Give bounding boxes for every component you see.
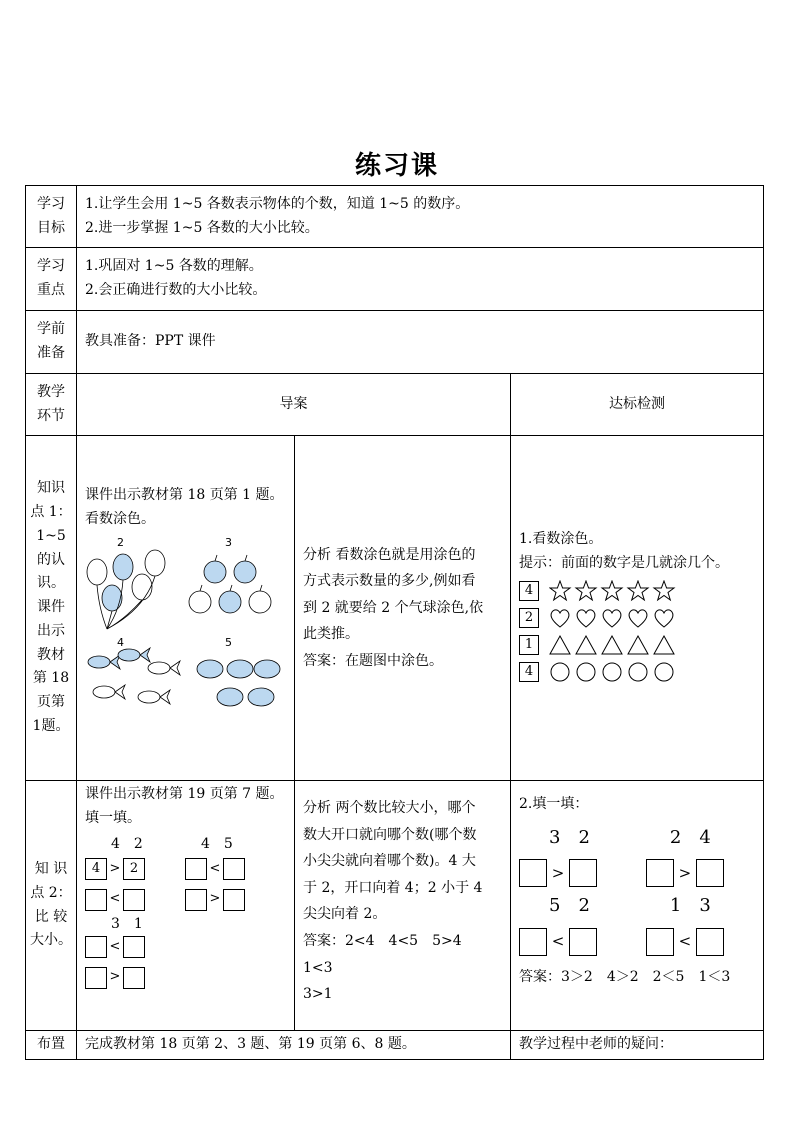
objective-item: 1.让学生会用 1~5 各数表示物体的个数，知道 1~5 的数序。 xyxy=(85,195,470,212)
kp1-guide xyxy=(77,436,295,781)
picture-number: 5 xyxy=(225,635,232,649)
compare-row xyxy=(646,859,755,887)
key-point-item: 2.会正确进行数的大小比较。 xyxy=(85,282,267,298)
teacher-questions: 教学过程中老师的疑问： xyxy=(511,1031,764,1060)
compare-row xyxy=(646,928,755,956)
compare-row xyxy=(85,858,185,880)
objectives-label: 学习 目标 xyxy=(26,186,77,248)
check-header: 达标检测 xyxy=(511,374,764,436)
shape-row xyxy=(519,661,755,683)
assignment-label: 布置 xyxy=(26,1031,77,1060)
compare-symbol: > xyxy=(678,863,692,882)
answer-box[interactable] xyxy=(223,889,245,911)
answer-box: 4 xyxy=(85,858,107,880)
compare-symbol: > xyxy=(109,861,121,877)
picture-number: 3 xyxy=(225,535,232,549)
kp1-check-hint: 提示：前面的数字是几就涂几个。 xyxy=(519,554,729,571)
kp2-analysis: 分析 两个数比较大小，哪个 数大开口就向哪个数(哪个数 小尖尖就向着哪个数)。4 大 于 2，开口向着 4；2 小于 4 尖尖向着 2。 答案：2<4 4<5 5>4 1<3 3>1 xyxy=(295,781,511,1031)
kp2-check-answer: 答案：3＞2 4＞2 2＜5 1＜3 xyxy=(519,968,731,985)
picture-number: 4 xyxy=(117,635,124,649)
number-pair: 2 4 xyxy=(669,826,711,848)
kp1-check-title: 1.看数涂色。 xyxy=(519,530,603,547)
shape-row xyxy=(519,634,755,656)
header-row xyxy=(26,374,764,436)
compare-symbol: < xyxy=(209,861,221,877)
answer-box[interactable] xyxy=(696,928,724,956)
answer-box[interactable] xyxy=(646,928,674,956)
compare-row xyxy=(519,859,646,887)
preparation-row xyxy=(26,311,764,374)
balloon-icon xyxy=(87,550,165,629)
lesson-plan-table xyxy=(25,185,764,1060)
compare-row xyxy=(85,888,185,910)
star-icon[interactable] xyxy=(549,580,679,602)
answer-box[interactable] xyxy=(185,889,207,911)
number-pair: 4 5 xyxy=(201,835,233,852)
page-title: 练习课 xyxy=(354,151,439,181)
key-points-label: 学习 重点 xyxy=(26,248,77,311)
answer-box[interactable] xyxy=(85,967,107,989)
triangle-icon[interactable] xyxy=(549,634,679,656)
kp1-check xyxy=(511,436,764,781)
key-point-item: 1.巩固对 1~5 各数的理解。 xyxy=(85,258,263,275)
answer-box[interactable] xyxy=(569,928,597,956)
key-points-row xyxy=(26,248,764,311)
answer-box[interactable] xyxy=(123,889,145,911)
answer-box[interactable] xyxy=(123,967,145,989)
stage-label: 教学 环节 xyxy=(26,374,77,436)
answer-box[interactable] xyxy=(646,859,674,887)
compare-symbol: < xyxy=(551,932,565,951)
answer-box[interactable] xyxy=(185,858,207,880)
compare-symbol: > xyxy=(551,863,565,882)
kp1-guide-text: 课件出示教材第 18 页第 1 题。 xyxy=(85,487,284,503)
guide-header: 导案 xyxy=(77,374,511,436)
number-pair: 5 2 xyxy=(549,895,590,917)
count-box: 2 xyxy=(519,608,539,628)
compare-symbol: < xyxy=(109,891,121,907)
assignment-row xyxy=(26,1031,764,1060)
color-by-number-picture xyxy=(85,534,285,734)
kp1-label: 知识 点 1： 1~5 的认 识。 课件 出示 教材 第 18 页第 1题。 xyxy=(26,436,77,781)
count-box: 1 xyxy=(519,635,539,655)
apple-icon xyxy=(189,555,271,613)
answer-box[interactable] xyxy=(696,859,724,887)
preparation-content: 教具准备：PPT 课件 xyxy=(77,311,764,374)
answer-box[interactable] xyxy=(519,928,547,956)
compare-symbol: < xyxy=(678,932,692,951)
number-pair: 4 2 xyxy=(111,835,143,852)
kp2-guide xyxy=(77,781,295,1031)
compare-row xyxy=(185,888,285,910)
kp2-answer: 答案：2<4 4<5 5>4 1<3 xyxy=(303,932,476,976)
objectives-row xyxy=(26,186,764,248)
number-pair: 1 3 xyxy=(669,895,711,917)
compare-symbol: > xyxy=(209,891,221,907)
number-pair: 3 1 xyxy=(111,915,143,932)
compare-symbol: > xyxy=(109,969,121,985)
fish-icon xyxy=(88,648,180,704)
answer-box[interactable] xyxy=(85,936,107,958)
kp2-guide-subtitle: 填一填。 xyxy=(85,809,141,826)
kp1-answer: 答案：在题图中涂色。 xyxy=(303,652,443,669)
objectives-content xyxy=(77,186,764,248)
answer-box[interactable] xyxy=(519,859,547,887)
compare-symbol: < xyxy=(109,939,121,955)
kp1-analysis: 分析 看数涂色就是用涂色的 方式表示数量的多少,例如看 到 2 就要给 2 个气球涂色,依 此类推。 答案：在题图中涂色。 xyxy=(295,436,511,781)
answer-box[interactable] xyxy=(569,859,597,887)
kp2-guide-text: 课件出示教材第 19 页第 7 题。 xyxy=(85,786,284,802)
answer-box[interactable] xyxy=(123,936,145,958)
picture-number: 2 xyxy=(117,535,124,549)
preparation-label: 学前 准备 xyxy=(26,311,77,374)
kp2-check xyxy=(511,781,764,1031)
kp1-row xyxy=(26,436,764,781)
assignment-content: 完成教材第 18 页第 2、3 题、第 19 页第 6、8 题。 xyxy=(77,1031,511,1060)
objective-item: 2.进一步掌握 1~5 各数的大小比较。 xyxy=(85,219,319,236)
answer-box[interactable] xyxy=(223,858,245,880)
compare-row xyxy=(519,928,646,956)
count-box: 4 xyxy=(519,662,539,682)
circle-icon[interactable] xyxy=(549,661,679,683)
answer-box[interactable] xyxy=(85,889,107,911)
kp2-answer: 3>1 xyxy=(303,986,333,1003)
shape-row xyxy=(519,580,755,602)
compare-row xyxy=(85,936,286,958)
compare-row xyxy=(85,966,286,988)
eggplant-icon xyxy=(197,660,280,706)
kp1-guide-subtitle: 看数涂色。 xyxy=(85,510,155,527)
heart-icon[interactable] xyxy=(549,607,679,629)
kp2-row xyxy=(26,781,764,1031)
count-box: 4 xyxy=(519,581,539,601)
key-points-content xyxy=(77,248,764,311)
shape-row xyxy=(519,607,755,629)
kp2-label: 知 识 点 2： 比 较 大小。 xyxy=(26,781,77,1031)
kp2-check-title: 2.填一填： xyxy=(519,796,589,812)
compare-row xyxy=(185,858,285,880)
answer-box: 2 xyxy=(123,858,145,880)
number-pair: 3 2 xyxy=(549,826,590,848)
